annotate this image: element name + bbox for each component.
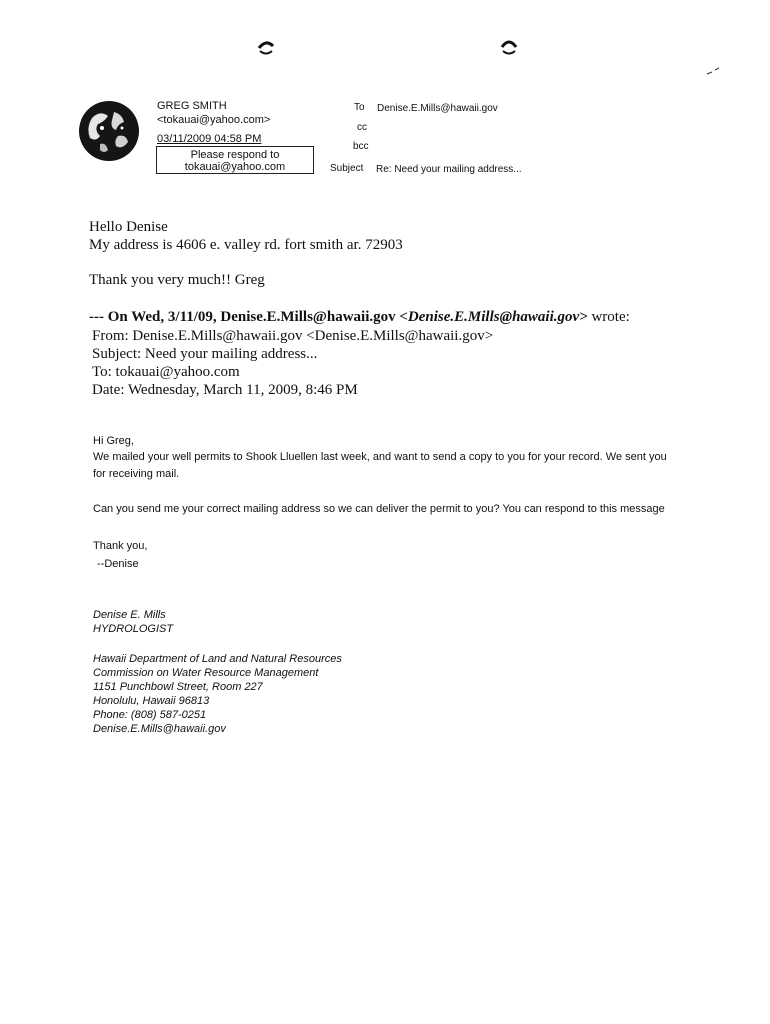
signature-commission: Commission on Water Resource Management: [93, 667, 319, 679]
quote-to: To: tokauai@yahoo.com: [92, 364, 240, 380]
reply-thanks: Thank you very much!! Greg: [89, 272, 265, 288]
signature-email: Denise.E.Mills@hawaii.gov: [93, 723, 226, 735]
signature-phone: Phone: (808) 587-0251: [93, 709, 207, 721]
respond-to-email: tokauai@yahoo.com: [184, 161, 286, 173]
subject-label: Subject: [330, 163, 364, 174]
respond-to-label: Please respond to: [190, 149, 280, 161]
message-thanks: Thank you,: [93, 540, 148, 552]
punch-hole-mark-right: [498, 36, 520, 58]
reply-greeting: Hello Denise: [89, 219, 168, 235]
message-line-3: Can you send me your correct mailing address so we can deliver the permit to you? You can respond to this message: [93, 503, 665, 515]
message-line-2: for receiving mail.: [93, 468, 180, 480]
sender-name: GREG SMITH: [157, 100, 227, 112]
quote-subject: Subject: Need your mailing address...: [92, 346, 318, 362]
signature-title: HYDROLOGIST: [93, 623, 174, 635]
quote-date: Date: Wednesday, March 11, 2009, 8:46 PM: [92, 382, 358, 398]
cc-label: cc: [357, 122, 367, 133]
quote-intro-bold: --- On Wed, 3/11/09, Denise.E.Mills@hawaii.gov: [89, 309, 400, 325]
quote-intro-email: <Denise.E.Mills@hawaii.gov>: [399, 309, 588, 325]
sent-date: 03/11/2009 04:58 PM: [157, 133, 262, 145]
sender-email: <tokauai@yahoo.com>: [157, 114, 271, 126]
quote-intro: [89, 308, 630, 326]
quote-intro-tail: wrote:: [587, 309, 630, 325]
message-greeting: Hi Greg,: [93, 435, 134, 447]
to-value: Denise.E.Mills@hawaii.gov: [377, 103, 498, 114]
respond-to-box: [156, 146, 314, 174]
signature-department: Hawaii Department of Land and Natural Resources: [93, 653, 342, 665]
signature-name: Denise E. Mills: [93, 609, 166, 621]
bcc-label: bcc: [353, 141, 369, 152]
signature-street: 1151 Punchbowl Street, Room 227: [93, 681, 263, 693]
quote-from: From: Denise.E.Mills@hawaii.gov <Denise.E.Mills@hawaii.gov>: [92, 328, 494, 344]
sender-avatar-globe-icon: [78, 100, 140, 162]
scan-mark: [706, 62, 720, 70]
message-line-1: We mailed your well permits to Shook Lluellen last week, and want to send a copy to you for your record. We sent you: [93, 451, 667, 463]
punch-hole-mark-left: [255, 36, 277, 58]
to-label: To: [354, 102, 365, 113]
subject-value: Re: Need your mailing address...: [376, 164, 522, 175]
reply-address: My address is 4606 e. valley rd. fort smith ar. 72903: [89, 237, 403, 253]
signature-city: Honolulu, Hawaii 96813: [93, 695, 210, 707]
message-signoff: --Denise: [97, 558, 139, 570]
